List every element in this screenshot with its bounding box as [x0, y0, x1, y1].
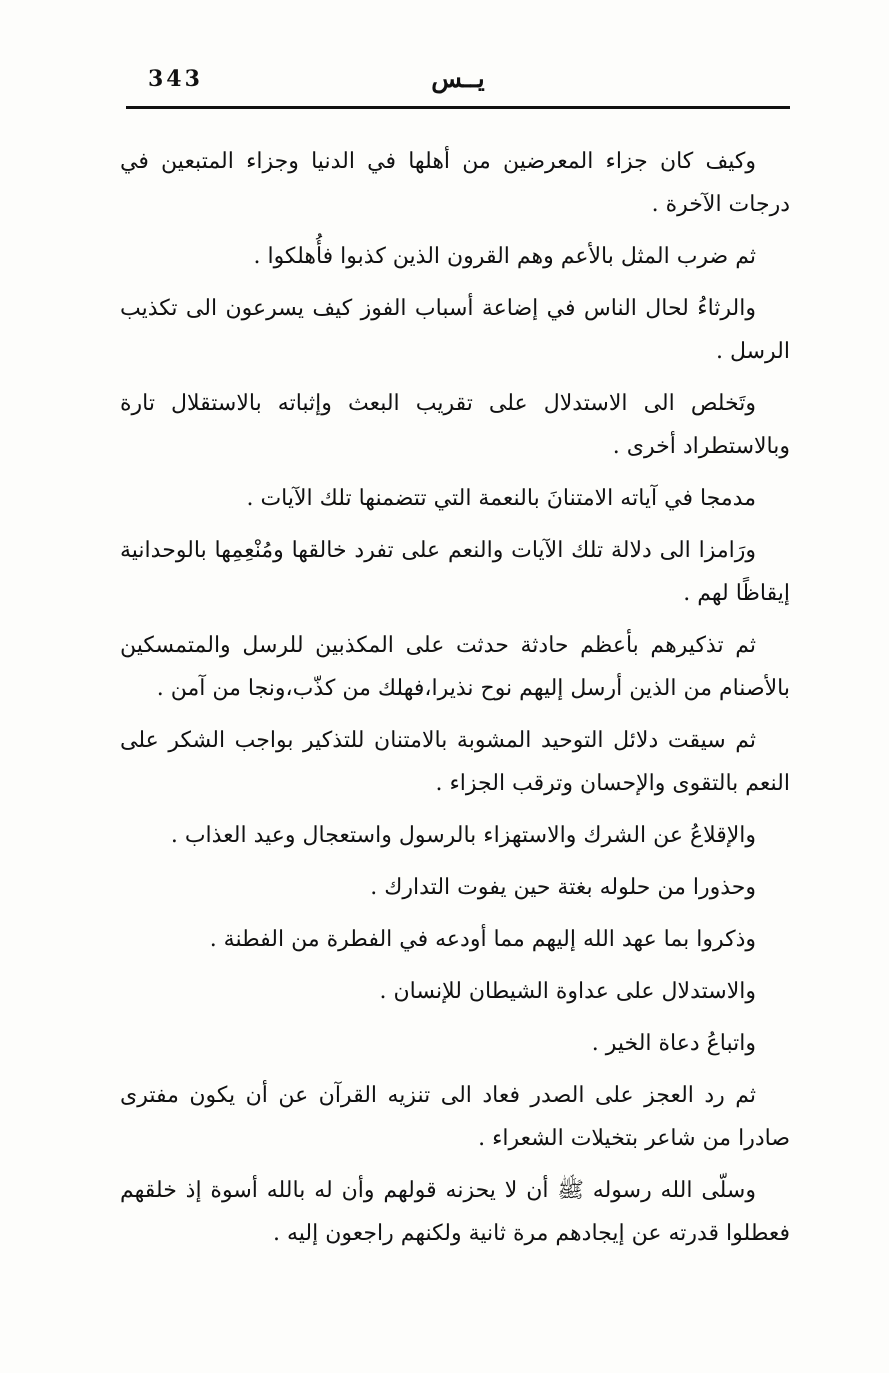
- paragraph: ثم تذكيرهم بأعظم حادثة حدثت على المكذبين للرسل والمتمسكين بالأصنام من الذين أرسل إليهم نوح نذيرا،فهلك من كذّب،ونجا من آمن .: [120, 633, 790, 701]
- paragraph: وسلّى الله رسوله ﷺ أن لا يحزنه قولهم وأن له بالله أسوة إذ خلقهم فعطلوا قدرته عن إيجادهم مرة ثانية ولكنهم راجعون إليه .: [120, 1178, 790, 1246]
- paragraph: وكيف كان جزاء المعرضين من أهلها في الدنيا وجزاء المتبعين في درجات الآخرة .: [120, 149, 790, 217]
- paragraph: والرثاءُ لحال الناس في إضاعة أسباب الفوز كيف يسرعون الى تكذيب الرسل .: [120, 296, 790, 364]
- paragraph: مدمجا في آياته الامتنانَ بالنعمة التي تتضمنها تلك الآيات .: [246, 486, 756, 511]
- paragraph: والاستدلال على عداوة الشيطان للإنسان .: [379, 979, 756, 1004]
- paragraph: وحذورا من حلوله بغتة حين يفوت التدارك .: [370, 875, 756, 900]
- surah-title: يــس: [431, 64, 485, 93]
- page-header: [126, 66, 790, 102]
- paragraph: ثم رد العجز على الصدر فعاد الى تنزيه القرآن عن أن يكون مفترى صادرا من شاعر بتخيلات الشعراء .: [120, 1083, 790, 1151]
- page-number: 343: [148, 66, 203, 92]
- paragraph: ثم سيقت دلائل التوحيد المشوبة بالامتنان للتذكير بواجب الشكر على النعم بالتقوى والإحسان وترقب الجزاء .: [120, 728, 790, 796]
- paragraph: والإقلاعُ عن الشرك والاستهزاء بالرسول واستعجال وعيد العذاب .: [170, 823, 756, 848]
- paragraph: ثم ضرب المثل بالأعم وهم القرون الذين كذبوا فأُهلكوا .: [253, 244, 756, 269]
- paragraph: وذكروا بما عهد الله إليهم مما أودعه في الفطرة من الفطنة .: [209, 927, 756, 952]
- header-rule: [126, 106, 790, 109]
- paragraph: ورَامزا الى دلالة تلك الآيات والنعم على تفرد خالقها ومُنْعِمِها بالوحدانية إيقاظًا لهم .: [120, 538, 790, 606]
- paragraph: واتباعُ دعاة الخير .: [591, 1031, 756, 1056]
- body-text: [120, 140, 790, 1264]
- paragraph: وتَخلص الى الاستدلال على تقريب البعث وإثباته بالاستقلال تارة وبالاستطراد أخرى .: [120, 391, 790, 459]
